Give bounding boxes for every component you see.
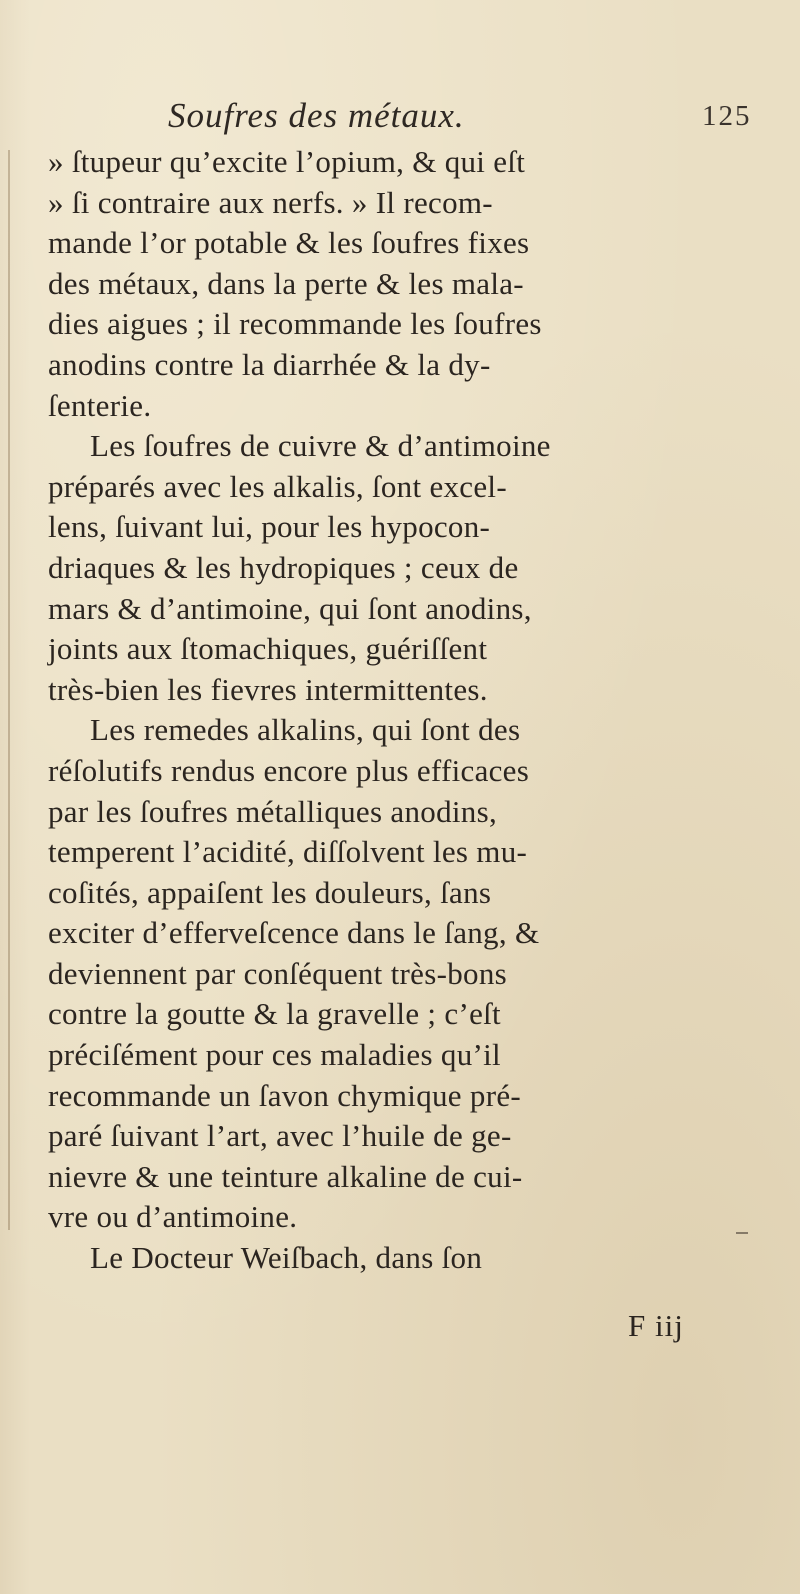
- text-line: par les ſoufres métalliques anodins,: [48, 793, 497, 829]
- text-line: préciſément pour ces maladies qu’il: [48, 1037, 501, 1073]
- text-line: deviennent par conſéquent très-bons: [48, 955, 507, 991]
- text-line: anodins contre la diarrhée & la dy-: [48, 346, 491, 382]
- text-line: coſités, appaiſent les douleurs, ſans: [48, 874, 492, 910]
- text-line: » ſtupeur qu’excite l’opium, & qui eſt: [48, 144, 526, 179]
- text-line: vre ou d’antimoine.: [48, 1199, 298, 1235]
- text-line: dies aigues ; il recommande les ſoufres: [48, 306, 542, 342]
- page-number: 125: [702, 100, 752, 132]
- text-line: paré ſuivant l’art, avec l’huile de ge-: [48, 1118, 512, 1154]
- signature-mark: F iij: [628, 1308, 684, 1343]
- text-line: des métaux, dans la perte & les mala-: [48, 265, 524, 301]
- body-text: [48, 142, 768, 1279]
- text-line: » ſi contraire aux nerfs. » Il recom-: [48, 184, 493, 220]
- running-head: [0, 96, 800, 140]
- text-line: mande l’or potable & les ſoufres fixes: [48, 225, 530, 261]
- text-line: exciter d’efferveſcence dans le ſang, &: [48, 915, 540, 951]
- text-line: mars & d’antimoine, qui ſont anodins,: [48, 590, 532, 626]
- text-line: recommande un ſavon chymique pré-: [48, 1077, 522, 1113]
- text-line: nievre & une teinture alkaline de cui-: [48, 1158, 523, 1194]
- text-line: driaques & les hydropiques ; ceux de: [48, 549, 519, 585]
- text-line: ſenterie.: [48, 387, 152, 423]
- text-line: lens, ſuivant lui, pour les hypocon-: [48, 509, 491, 545]
- text-line: réſolutifs rendus encore plus efficaces: [48, 752, 530, 788]
- running-title: Soufres des métaux.: [168, 96, 465, 135]
- text-line: joints aux ſtomachiques, guériſſent: [48, 631, 488, 667]
- text-line: temperent l’acidité, diſſolvent les mu-: [48, 834, 528, 870]
- paragraph-start-line: Les remedes alkalins, qui ſont des: [90, 712, 521, 748]
- text-line: préparés avec les alkalis, ſont excel-: [48, 468, 507, 504]
- page-edge-shadow: [8, 150, 10, 1230]
- text-line: très-bien les fievres intermittentes.: [48, 671, 488, 707]
- paragraph-start-line: Les ſoufres de cuivre & d’antimoine: [90, 428, 551, 464]
- text-line: contre la goutte & la gravelle ; c’eſt: [48, 996, 501, 1032]
- paragraph-start-line: Le Docteur Weiſbach, dans ſon: [90, 1240, 483, 1276]
